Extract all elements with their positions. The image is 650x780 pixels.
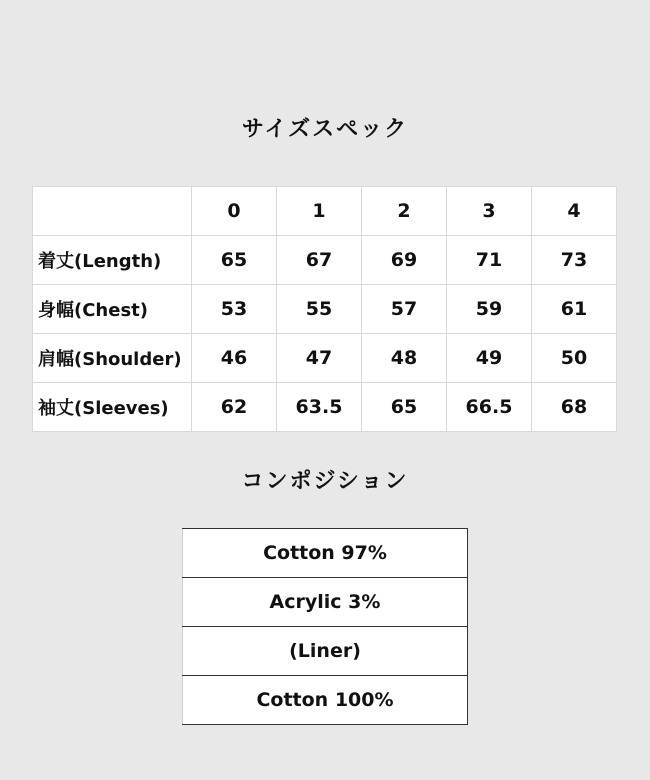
table-row-length — [33, 236, 617, 285]
size-header-row — [33, 187, 617, 236]
header-cell-size: 2 — [362, 187, 447, 236]
composition-title: コンポジション — [241, 469, 409, 494]
table-cell: 73 — [532, 236, 617, 285]
table-cell: 48 — [362, 334, 447, 383]
header-cell-empty — [33, 187, 192, 236]
table-cell: 65 — [192, 236, 277, 285]
composition-row — [183, 529, 468, 578]
table-cell: 57 — [362, 285, 447, 334]
table-cell: 47 — [277, 334, 362, 383]
table-row-sleeves — [33, 383, 617, 432]
composition-row — [183, 627, 468, 676]
composition-cell: Acrylic 3% — [183, 578, 468, 627]
table-cell: 68 — [532, 383, 617, 432]
table-row-chest — [33, 285, 617, 334]
table-cell: 62 — [192, 383, 277, 432]
size-spec-table — [32, 186, 617, 432]
header-cell-size: 3 — [447, 187, 532, 236]
size-spec-title: サイズスペック — [241, 117, 409, 142]
header-cell-size: 1 — [277, 187, 362, 236]
table-cell: 71 — [447, 236, 532, 285]
table-cell: 61 — [532, 285, 617, 334]
table-cell: 53 — [192, 285, 277, 334]
header-cell-size: 0 — [192, 187, 277, 236]
composition-cell: (Liner) — [183, 627, 468, 676]
composition-row — [183, 578, 468, 627]
composition-row — [183, 676, 468, 725]
composition-table — [182, 528, 468, 725]
composition-cell: Cotton 97% — [183, 529, 468, 578]
table-cell: 69 — [362, 236, 447, 285]
table-cell: 63.5 — [277, 383, 362, 432]
header-cell-size: 4 — [532, 187, 617, 236]
table-cell: 46 — [192, 334, 277, 383]
table-cell: 55 — [277, 285, 362, 334]
table-row-shoulder — [33, 334, 617, 383]
row-label: 身幅(Chest) — [33, 285, 192, 334]
table-cell: 50 — [532, 334, 617, 383]
table-cell: 66.5 — [447, 383, 532, 432]
row-label: 袖丈(Sleeves) — [33, 383, 192, 432]
table-cell: 59 — [447, 285, 532, 334]
table-cell: 67 — [277, 236, 362, 285]
composition-cell: Cotton 100% — [183, 676, 468, 725]
row-label: 肩幅(Shoulder) — [33, 334, 192, 383]
table-cell: 49 — [447, 334, 532, 383]
table-cell: 65 — [362, 383, 447, 432]
row-label: 着丈(Length) — [33, 236, 192, 285]
